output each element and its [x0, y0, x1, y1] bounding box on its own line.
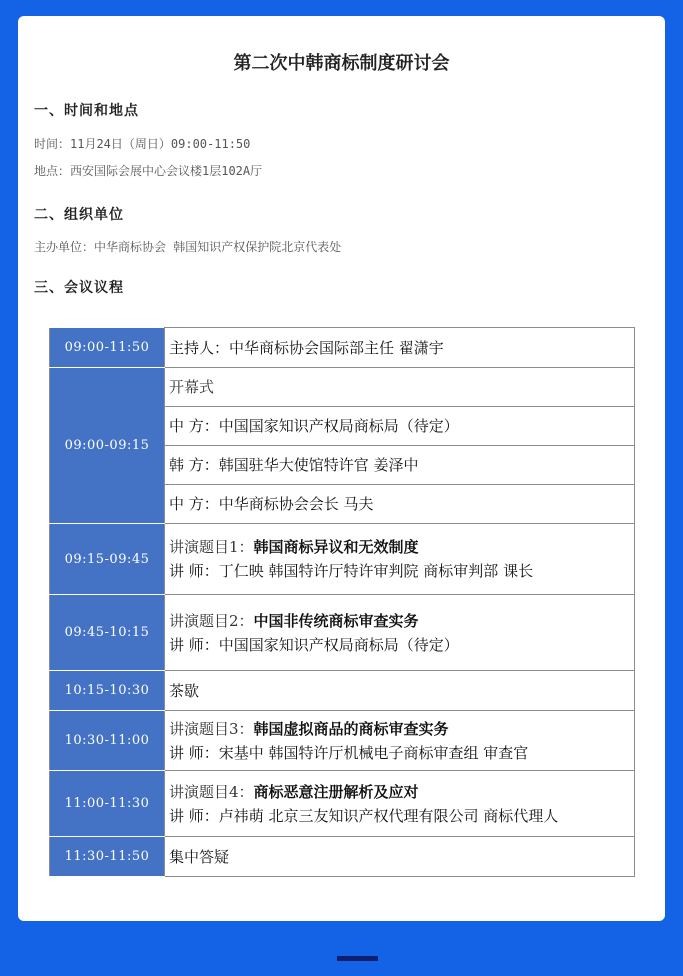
table-row — [50, 671, 635, 711]
organizers-text: 主办单位：中华商标协会 韩国知识产权保护院北京代表处 — [34, 240, 342, 254]
table-row — [50, 837, 635, 877]
topic-prefix: 讲演题目1： — [169, 538, 254, 556]
qa-text: 集中答疑 — [169, 847, 230, 866]
time-cell: 10:30-11:00 — [50, 711, 165, 771]
table-row — [50, 328, 635, 368]
time-cell: 11:30-11:50 — [50, 837, 165, 877]
topic-title: 韩国商标异议和无效制度 — [253, 538, 419, 556]
agenda-table — [49, 327, 635, 877]
section-heading-agenda: 三、会议议程 — [34, 280, 124, 296]
topic-prefix: 讲演题目4： — [169, 782, 254, 801]
meeting-place: 地点：西安国际会展中心会议楼1层102A厅 — [34, 164, 263, 178]
host-text: 主持人：中华商标协会国际部主任 翟潇宇 — [169, 338, 444, 357]
topic-title: 韩国虚拟商品的商标审查实务 — [253, 719, 449, 738]
meeting-time: 时间：11月24日（周日）09:00-11:50 — [34, 137, 251, 151]
time-cell: 09:00-09:15 — [50, 368, 165, 524]
lecturer-text: 讲 师：卢祎萌 北京三友知识产权代理有限公司 商标代理人 — [169, 806, 559, 825]
tea-break-text: 茶歇 — [169, 681, 200, 700]
section-heading-organizers: 二、组织单位 — [34, 207, 124, 223]
speaker-text: 韩 方：韩国驻华大使馆特许官 姜泽中 — [169, 456, 419, 474]
table-row — [50, 368, 635, 407]
time-cell: 10:15-10:30 — [50, 671, 165, 711]
topic-title: 中国非传统商标审查实务 — [253, 611, 419, 630]
speaker-text: 中 方：中华商标协会会长 马夫 — [169, 495, 374, 513]
topic-prefix: 讲演题目3： — [169, 719, 254, 738]
speaker-text: 中 方：中国国家知识产权局商标局（待定） — [169, 417, 459, 435]
time-cell: 09:00-11:50 — [50, 328, 165, 368]
opening-ceremony-text: 开幕式 — [169, 378, 215, 396]
table-row — [50, 711, 635, 771]
table-row — [50, 771, 635, 837]
lecturer-text: 讲 师：宋基中 韩国特许厅机械电子商标审查组 审查官 — [169, 743, 529, 762]
content-card — [18, 16, 665, 921]
time-cell: 09:45-10:15 — [50, 595, 165, 671]
table-row — [50, 595, 635, 671]
lecturer-text: 讲 师：中国国家知识产权局商标局（待定） — [169, 635, 459, 654]
time-cell: 11:00-11:30 — [50, 771, 165, 837]
topic-title: 商标恶意注册解析及应对 — [253, 782, 419, 801]
lecturer-text: 讲 师：丁仁映 韩国特许厅特许审判院 商标审判部 课长 — [169, 562, 534, 580]
section-heading-time-place: 一、时间和地点 — [34, 103, 139, 119]
page-title: 第二次中韩商标制度研讨会 — [233, 53, 450, 74]
bottom-indicator-bar — [337, 956, 378, 961]
time-cell: 09:15-09:45 — [50, 524, 165, 595]
topic-prefix: 讲演题目2： — [169, 611, 254, 630]
table-row — [50, 524, 635, 595]
